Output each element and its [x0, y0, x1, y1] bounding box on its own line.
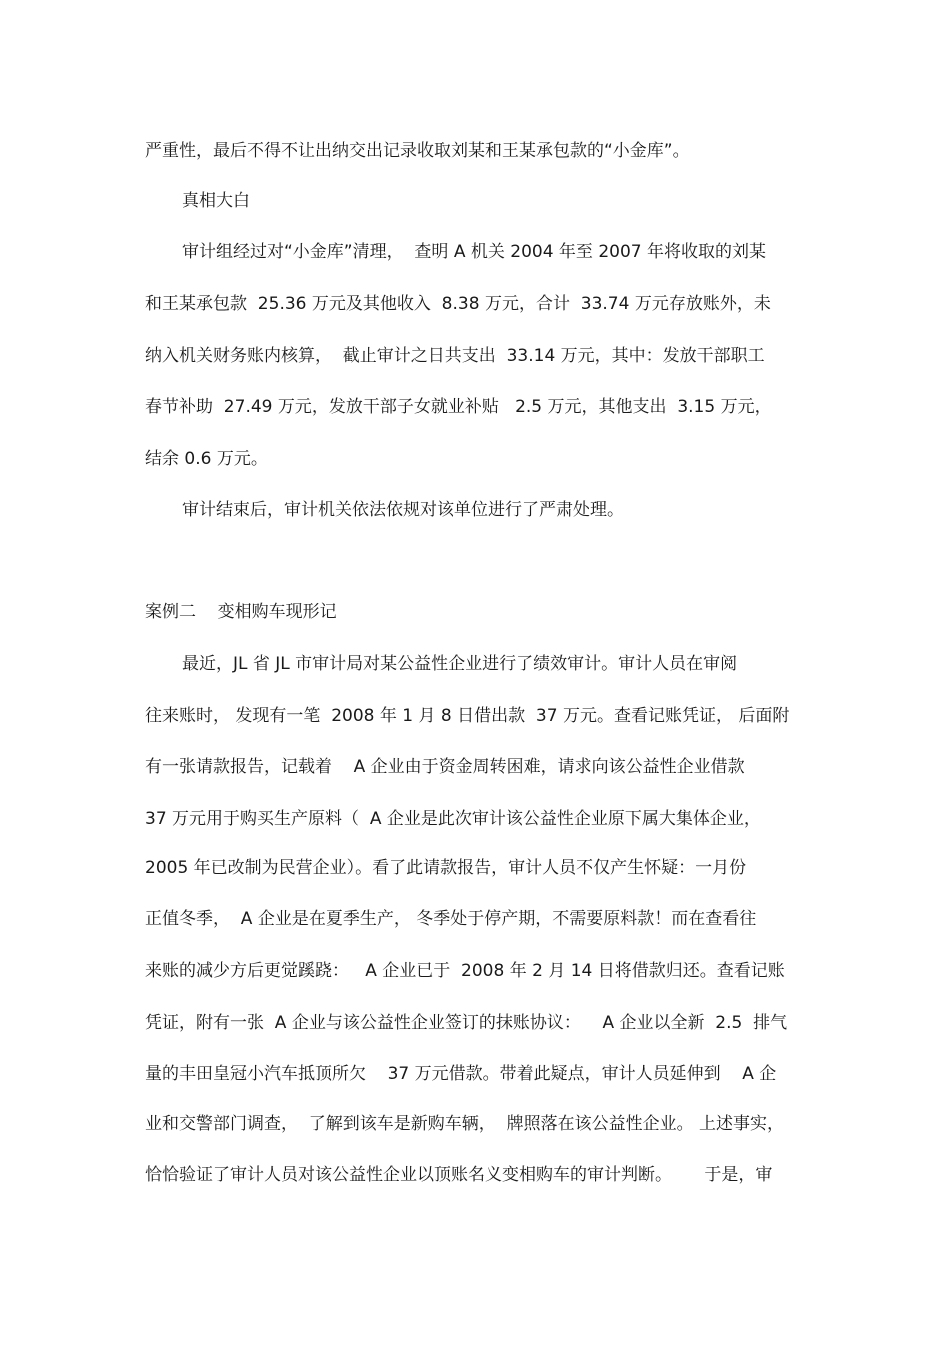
text-line: 量的丰田皇冠小汽车抵顶所欠 37 万元借款。带着此疑点，审计人员延伸到 A 企	[145, 1064, 777, 1084]
text-line: 业和交警部门调查， 了解到该车是新购车辆， 牌照落在该公益性企业。 上述事实，	[145, 1114, 785, 1134]
text-line: 37 万元用于购买生产原料（ A 企业是此次审计该公益性企业原下属大集体企业，	[145, 809, 761, 829]
text-line: 最近，JL 省 JL 市审计局对某公益性企业进行了绩效审计。审计人员在审阅	[182, 654, 738, 674]
text-line: 审计结束后，审计机关依法依规对该单位进行了严肃处理。	[182, 500, 624, 520]
text-line: 结余 0.6 万元。	[145, 449, 268, 469]
text-line: 恰恰验证了审计人员对该公益性企业以顶账名义变相购车的审计判断。 于是，审	[145, 1165, 773, 1185]
text-line: 审计组经过对“小金库”清理， 查明 A 机关 2004 年至 2007 年将收取的刘某	[182, 242, 767, 262]
case-heading: 案例二 变相购车现形记	[145, 602, 337, 622]
text-line: 往来账时， 发现有一笔 2008 年 1 月 8 日借出款 37 万元。查看记账凭证， 后面附	[145, 706, 790, 726]
section-heading: 真相大白	[182, 191, 250, 211]
text-line: 凭证，附有一张 A 企业与该公益性企业签订的抹账协议： A 企业以全新 2.5 排气	[145, 1013, 788, 1033]
text-line: 来账的减少方后更觉蹊跷： A 企业已于 2008 年 2 月 14 日将借款归还。查看记账	[145, 961, 785, 981]
text-line: 2005 年已改制为民营企业）。看了此请款报告，审计人员不仅产生怀疑：一月份	[145, 858, 747, 878]
text-line: 纳入机关财务账内核算， 截止审计之日共支出 33.14 万元，其中：发放干部职工	[145, 346, 765, 366]
text-line: 正值冬季， A 企业是在夏季生产， 冬季处于停产期，不需要原料款！而在查看往	[145, 909, 757, 929]
text-line: 和王某承包款 25.36 万元及其他收入 8.38 万元，合计 33.74 万元存放账外，未	[145, 294, 771, 314]
text-line: 有一张请款报告，记载着 A 企业由于资金周转困难，请求向该公益性企业借款	[145, 757, 745, 777]
text-line: 春节补助 27.49 万元，发放干部子女就业补贴 2.5 万元，其他支出 3.15 万元，	[145, 397, 772, 417]
text-line: 严重性，最后不得不让出纳交出记录收取刘某和王某承包款的“小金库”。	[145, 141, 690, 161]
